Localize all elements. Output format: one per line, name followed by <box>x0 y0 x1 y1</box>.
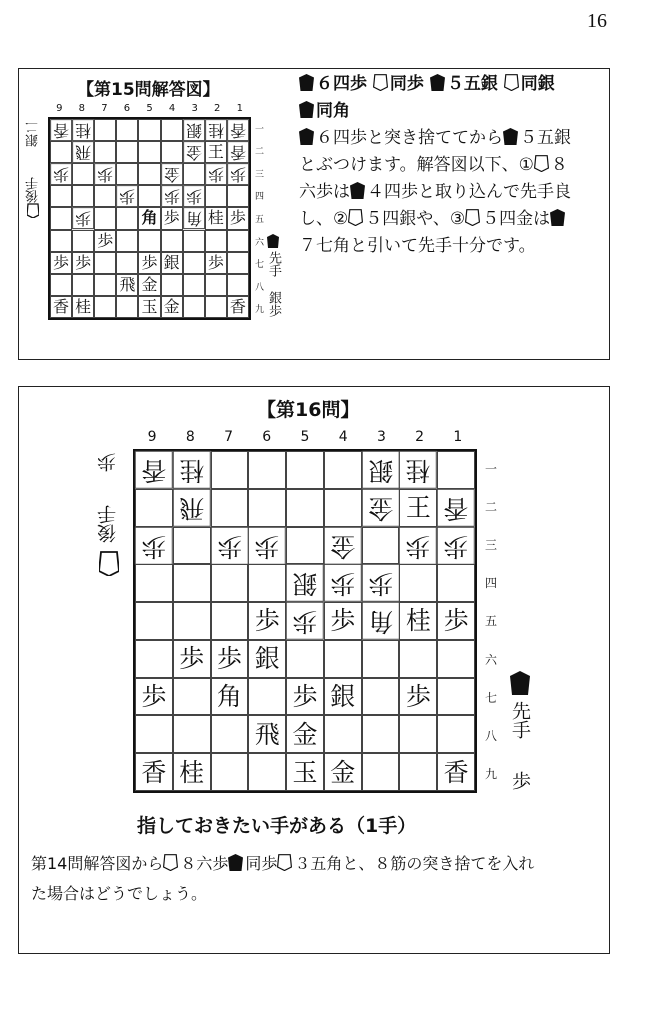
text-segment: ５五銀 <box>520 128 571 148</box>
board-square <box>437 451 475 489</box>
gote-piece-icon <box>348 209 363 226</box>
text-segment: ４四歩と取り込んで先手良 <box>367 182 571 202</box>
gote-piece: 角 <box>362 602 400 640</box>
board-square <box>50 185 72 207</box>
sente-piece-icon <box>299 128 314 145</box>
problem15-sente-hand: 銀歩 <box>266 291 281 317</box>
problem16-panel <box>18 386 610 954</box>
board-square <box>161 230 183 252</box>
gote-piece: 桂 <box>205 119 227 141</box>
problem15-sente-label: 先手 <box>266 251 281 277</box>
sente-piece-icon <box>550 209 565 226</box>
sente-piece: 金 <box>324 753 362 791</box>
text-segment: 同歩 <box>389 74 424 94</box>
gote-piece: 角 <box>183 207 205 229</box>
board-square <box>205 185 227 207</box>
explanation-line <box>299 206 599 233</box>
board-square <box>50 230 72 252</box>
column-number: 8 <box>185 429 195 445</box>
board-square <box>116 296 138 318</box>
board-square <box>135 640 173 678</box>
column-number: 1 <box>453 429 463 445</box>
column-number: 4 <box>338 429 348 445</box>
column-number: 2 <box>415 429 425 445</box>
board-square <box>211 489 249 527</box>
problem15-title: 【第15問解答図】 <box>77 80 220 100</box>
sente-piece: 桂 <box>173 753 211 791</box>
board-square <box>94 207 116 229</box>
gote-piece: 飛 <box>173 489 211 527</box>
gote-piece: 香 <box>227 141 249 163</box>
board-square <box>161 274 183 296</box>
gote-piece: 香 <box>227 119 249 141</box>
sente-piece: 金 <box>286 715 324 753</box>
board-square <box>173 564 211 602</box>
text-segment: ５五銀 <box>446 74 498 94</box>
sente-piece: 金 <box>138 274 160 296</box>
board-square <box>205 296 227 318</box>
column-number: 3 <box>376 429 386 445</box>
board-square <box>116 207 138 229</box>
board-square <box>161 141 183 163</box>
row-number: 五 <box>485 614 498 629</box>
board-square <box>211 451 249 489</box>
problem16-board <box>133 449 477 793</box>
column-number: 5 <box>300 429 310 445</box>
board-square <box>94 119 116 141</box>
page-number: 16 <box>587 10 607 32</box>
sente-piece: 銀 <box>248 640 286 678</box>
gote-piece-icon <box>465 209 480 226</box>
sente-piece: 歩 <box>50 252 72 274</box>
gote-piece: 歩 <box>248 527 286 565</box>
column-number: 2 <box>214 103 221 114</box>
board-square <box>173 527 211 565</box>
gote-piece-icon <box>277 854 292 871</box>
sente-piece: 香 <box>50 296 72 318</box>
sente-piece: 歩 <box>227 207 249 229</box>
sente-piece-icon <box>350 182 365 199</box>
sente-piece: 王 <box>205 141 227 163</box>
board-square <box>94 274 116 296</box>
problem16-row-numbers <box>485 449 497 793</box>
sente-piece: 歩 <box>437 602 475 640</box>
board-square <box>211 564 249 602</box>
problem16-sente-label: 先手 <box>509 701 531 739</box>
row-number: 六 <box>485 652 498 667</box>
board-square <box>138 185 160 207</box>
gote-piece: 金 <box>183 141 205 163</box>
board-square <box>286 451 324 489</box>
board-square <box>399 640 437 678</box>
board-square <box>94 296 116 318</box>
sente-piece: 歩 <box>72 252 94 274</box>
gote-piece: 歩 <box>50 163 72 185</box>
gote-piece: 桂 <box>399 451 437 489</box>
board-square <box>227 274 249 296</box>
sente-piece: 歩 <box>135 678 173 716</box>
sente-piece: 歩 <box>138 252 160 274</box>
text-segment: ６四歩 <box>316 74 367 94</box>
column-number: 1 <box>236 103 243 114</box>
board-square <box>138 230 160 252</box>
board-square <box>183 163 205 185</box>
column-number: 3 <box>191 103 198 114</box>
gote-piece: 金 <box>324 527 362 565</box>
gote-piece: 銀 <box>362 451 400 489</box>
gote-piece: 歩 <box>183 185 205 207</box>
text-segment: 第14問解答図から <box>31 854 164 873</box>
problem16-gote-label: 後手 <box>97 505 119 543</box>
board-square <box>173 678 211 716</box>
board-square <box>116 141 138 163</box>
problem16-sente-mark-icon <box>510 671 530 696</box>
row-number: 一 <box>485 461 498 476</box>
board-square <box>183 252 205 274</box>
problem15-explanation <box>299 125 599 260</box>
problem16-title: 【第16問】 <box>257 399 360 421</box>
problem15-gote-hand: 銀二 <box>26 121 41 147</box>
sente-piece: 玉 <box>286 753 324 791</box>
row-number: 七 <box>255 260 265 271</box>
gote-piece: 金 <box>161 163 183 185</box>
board-square <box>211 753 249 791</box>
gote-piece: 歩 <box>362 564 400 602</box>
board-square <box>173 602 211 640</box>
board-square <box>183 230 205 252</box>
problem16-sente-hand: 歩 <box>509 771 531 790</box>
board-square <box>286 489 324 527</box>
column-number: 9 <box>147 429 157 445</box>
problem15-moves <box>299 71 599 98</box>
problem15-panel <box>18 68 610 360</box>
row-number: 七 <box>485 690 498 705</box>
sente-piece: 香 <box>227 296 249 318</box>
board-square <box>135 489 173 527</box>
gote-piece: 歩 <box>116 185 138 207</box>
text-segment: ８六歩 <box>180 854 229 873</box>
board-square <box>50 141 72 163</box>
board-square <box>437 564 475 602</box>
problem15-row-numbers <box>255 117 264 320</box>
sente-piece: 角 <box>138 207 160 229</box>
board-square <box>324 640 362 678</box>
board-square <box>211 715 249 753</box>
sente-piece: 歩 <box>324 602 362 640</box>
board-square <box>227 252 249 274</box>
gote-piece: 歩 <box>72 207 94 229</box>
row-number: 六 <box>255 237 265 248</box>
board-square <box>72 230 94 252</box>
question-line <box>31 849 601 879</box>
board-square <box>227 230 249 252</box>
board-square <box>227 185 249 207</box>
sente-piece: 桂 <box>72 296 94 318</box>
text-segment: ５四銀や、③ <box>365 209 466 229</box>
problem15-gote-label: 後手 <box>26 177 41 203</box>
board-square <box>72 274 94 296</box>
board-square <box>324 715 362 753</box>
board-square <box>437 678 475 716</box>
sente-piece: 金 <box>161 296 183 318</box>
row-number: 八 <box>485 729 498 744</box>
text-segment: とぶつけます。解答図以下、① <box>299 155 534 175</box>
gote-piece: 香 <box>437 489 475 527</box>
row-number: 八 <box>255 282 265 293</box>
problem16-column-numbers <box>133 429 477 445</box>
board-square <box>248 489 286 527</box>
board-square <box>286 527 324 565</box>
gote-piece: 桂 <box>173 451 211 489</box>
board-square <box>183 296 205 318</box>
problem16-subtitle: 指しておきたい手がある（1手） <box>137 815 417 837</box>
sente-piece: 桂 <box>205 207 227 229</box>
problem16-gote-mark-icon <box>99 551 119 576</box>
column-number: 4 <box>168 103 176 114</box>
sente-piece: 香 <box>437 753 475 791</box>
board-square <box>399 753 437 791</box>
sente-piece: 歩 <box>161 207 183 229</box>
gote-piece-icon <box>534 155 549 172</box>
problem16-question <box>31 849 601 909</box>
sente-piece: 王 <box>399 489 437 527</box>
board-square <box>50 207 72 229</box>
board-square <box>183 274 205 296</box>
board-square <box>116 119 138 141</box>
explanation-line <box>299 152 599 179</box>
gote-piece: 金 <box>362 489 400 527</box>
row-number: 四 <box>485 576 498 591</box>
explanation-line <box>299 233 599 260</box>
sente-piece-icon <box>299 101 314 118</box>
gote-piece: 歩 <box>205 163 227 185</box>
problem15-moves-line2 <box>299 98 599 125</box>
board-square <box>205 230 227 252</box>
board-square <box>205 274 227 296</box>
gote-piece: 歩 <box>161 185 183 207</box>
column-number: 6 <box>262 429 272 445</box>
sente-piece: 玉 <box>138 296 160 318</box>
board-square <box>324 451 362 489</box>
gote-piece: 香 <box>135 451 173 489</box>
gote-piece: 歩 <box>324 564 362 602</box>
board-square <box>286 640 324 678</box>
board-square <box>437 715 475 753</box>
text-segment: ７七角と引いて先手十分です。 <box>299 236 536 256</box>
sente-piece: 歩 <box>399 678 437 716</box>
explanation-line <box>299 125 599 152</box>
board-square <box>362 678 400 716</box>
problem15-gote-mark-icon <box>27 203 39 218</box>
board-square <box>211 602 249 640</box>
sente-piece: 角 <box>211 678 249 716</box>
board-square <box>161 119 183 141</box>
sente-piece: 歩 <box>248 602 286 640</box>
board-square <box>138 163 160 185</box>
text-segment: ６四歩と突き捨ててから <box>316 128 503 148</box>
board-square <box>50 274 72 296</box>
column-number: 8 <box>78 103 86 114</box>
gote-piece: 桂 <box>72 119 94 141</box>
row-number: 九 <box>485 767 498 782</box>
sente-piece: 飛 <box>248 715 286 753</box>
gote-piece-icon <box>504 74 519 91</box>
sente-piece: 歩 <box>205 252 227 274</box>
column-number: 7 <box>224 429 233 445</box>
board-square <box>362 640 400 678</box>
board-square <box>94 185 116 207</box>
text-segment: 同銀 <box>520 74 555 94</box>
problem15-column-numbers <box>48 103 251 114</box>
problem15-board <box>48 117 251 320</box>
board-square <box>116 230 138 252</box>
board-square <box>437 640 475 678</box>
row-number: 二 <box>255 147 265 158</box>
board-square <box>135 602 173 640</box>
sente-piece-icon <box>228 854 243 871</box>
sente-piece: 銀 <box>161 252 183 274</box>
column-number: 6 <box>123 103 131 114</box>
sente-piece-icon <box>430 74 445 91</box>
gote-piece: 歩 <box>286 602 324 640</box>
board-square <box>248 678 286 716</box>
board-square <box>138 119 160 141</box>
sente-piece: 歩 <box>94 230 116 252</box>
gote-piece: 歩 <box>227 163 249 185</box>
board-square <box>248 451 286 489</box>
gote-piece: 歩 <box>399 527 437 565</box>
board-square <box>116 163 138 185</box>
board-square <box>248 753 286 791</box>
row-number: 五 <box>255 215 265 226</box>
sente-piece: 歩 <box>286 678 324 716</box>
sente-piece: 香 <box>135 753 173 791</box>
board-square <box>138 141 160 163</box>
text-segment: ８ <box>550 155 568 175</box>
board-square <box>399 715 437 753</box>
explanation-line <box>299 179 599 206</box>
board-square <box>135 715 173 753</box>
row-number: 四 <box>255 192 265 203</box>
board-square <box>362 715 400 753</box>
gote-piece: 香 <box>50 119 72 141</box>
text-segment: 同歩 <box>245 854 278 873</box>
sente-piece: 飛 <box>116 274 138 296</box>
text-segment: し、② <box>299 209 349 229</box>
row-number: 三 <box>255 169 265 180</box>
row-number: 二 <box>485 499 498 514</box>
gote-piece-icon <box>373 74 388 91</box>
gote-piece: 銀 <box>183 119 205 141</box>
gote-piece: 歩 <box>211 527 249 565</box>
row-number: 九 <box>255 305 265 316</box>
text-segment: ５四金は <box>482 209 551 229</box>
sente-piece: 銀 <box>324 678 362 716</box>
sente-piece: 歩 <box>211 640 249 678</box>
column-number: 7 <box>101 103 108 114</box>
board-square <box>94 252 116 274</box>
board-square <box>135 564 173 602</box>
board-square <box>248 564 286 602</box>
text-segment: 六歩は <box>299 182 350 202</box>
row-number: 一 <box>255 124 265 135</box>
board-square <box>72 163 94 185</box>
sente-piece-icon <box>299 74 314 91</box>
sente-piece-icon <box>503 128 518 145</box>
column-number: 9 <box>56 103 63 114</box>
text-segment: 同角 <box>316 101 350 121</box>
gote-piece-icon <box>163 854 178 871</box>
gote-piece: 銀 <box>286 564 324 602</box>
board-square <box>324 489 362 527</box>
board-square <box>72 185 94 207</box>
gote-piece: 飛 <box>72 141 94 163</box>
board-square <box>94 141 116 163</box>
problem16-gote-hand: 歩 <box>97 453 119 472</box>
board-square <box>173 715 211 753</box>
sente-piece: 桂 <box>399 602 437 640</box>
text-segment: ３五角と、８筋の突き捨てを入れ <box>294 854 535 873</box>
question-line: た場合はどうでしょう。 <box>31 884 208 903</box>
board-square <box>399 564 437 602</box>
row-number: 三 <box>485 538 498 553</box>
board-square <box>362 753 400 791</box>
column-number: 5 <box>146 103 153 114</box>
sente-piece: 歩 <box>173 640 211 678</box>
problem15-sente-mark-icon <box>267 234 279 249</box>
board-square <box>362 527 400 565</box>
gote-piece: 歩 <box>94 163 116 185</box>
board-square <box>116 252 138 274</box>
gote-piece: 歩 <box>135 527 173 565</box>
gote-piece: 歩 <box>437 527 475 565</box>
